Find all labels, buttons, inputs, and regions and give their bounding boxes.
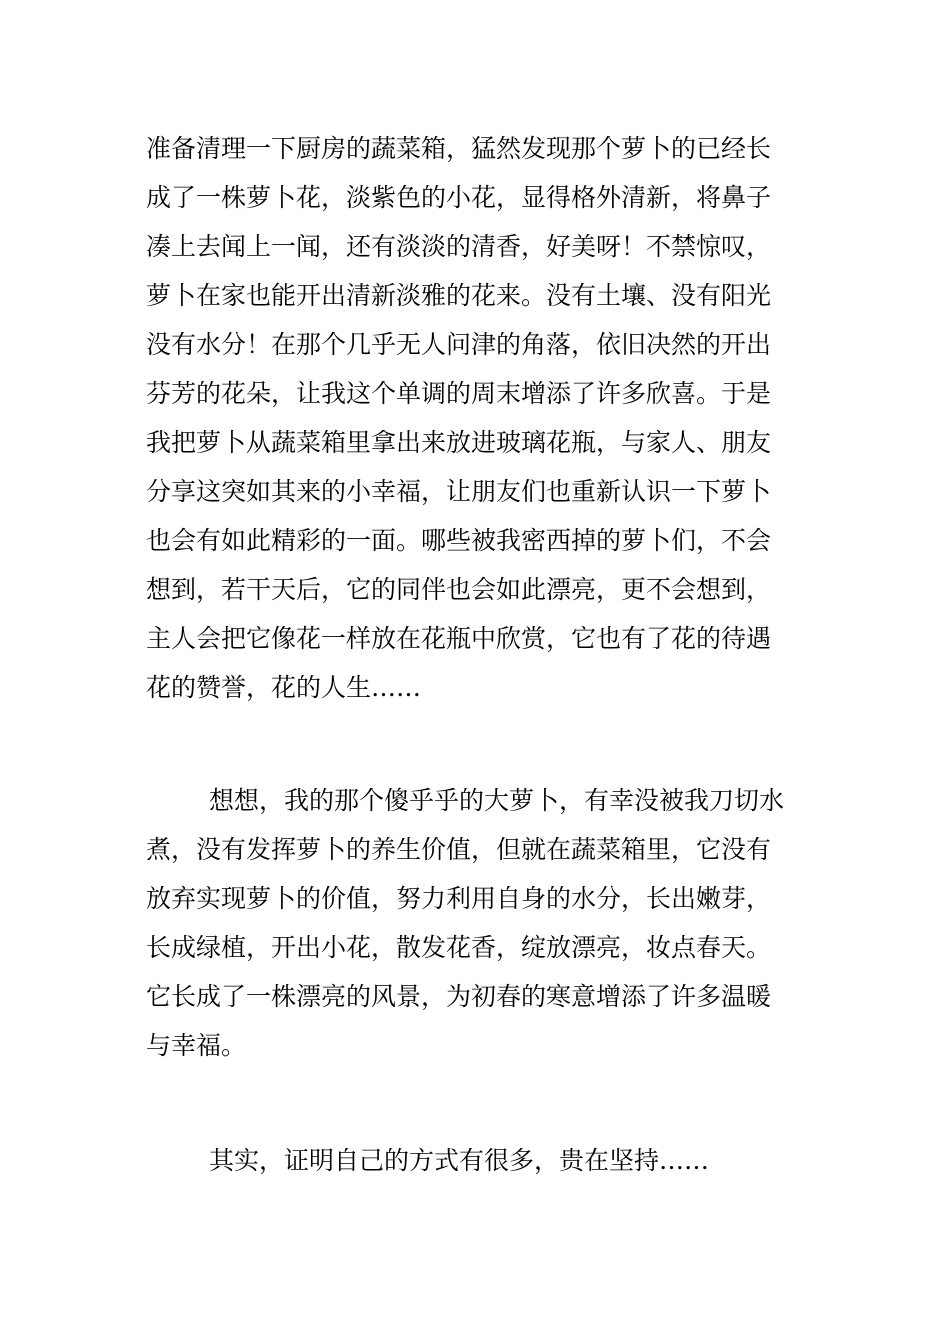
paragraph-spacer [146,712,810,776]
paragraph-spacer [146,1070,810,1136]
text-line: 分享这突如其来的小幸福，让朋友们也重新认识一下萝卜 [146,477,772,506]
paragraph-3 [146,1136,810,1185]
text-line: 想想，我的那个傻乎乎的大萝卜，有幸没被我刀切水 [209,786,785,815]
text-line: 想到，若干天后，它的同伴也会如此漂亮，更不会想到， [146,575,772,604]
text-line: 花的赞誉，花的人生…… [146,673,422,702]
text-line: 萝卜在家也能开出清新淡雅的花来。没有土壤、没有阳光 [146,281,772,310]
text-line: 凑上去闻上一闻，还有淡淡的清香，好美呀！不禁惊叹， [146,232,772,261]
text-line: 芬芳的花朵，让我这个单调的周末增添了许多欣喜。于是 [146,379,772,408]
paragraph-1 [146,124,810,712]
text-line: 没有水分！在那个几乎无人问津的角落，依旧决然的开出 [146,330,772,359]
text-line: 放弃实现萝卜的价值，努力利用自身的水分，长出嫩芽， [146,884,772,913]
text-line: 长成绿植，开出小花，散发花香，绽放漂亮，妆点春天。 [146,933,772,962]
text-line: 其实，证明自己的方式有很多，贵在坚持…… [209,1146,710,1175]
text-line: 准备清理一下厨房的蔬菜箱，猛然发现那个萝卜的已经长 [146,134,772,163]
text-line: 主人会把它像花一样放在花瓶中欣赏，它也有了花的待遇 [146,624,772,653]
document-body [146,124,810,1185]
text-line: 我把萝卜从蔬菜箱里拿出来放进玻璃花瓶，与家人、朋友 [146,428,772,457]
text-line: 它长成了一株漂亮的风景，为初春的寒意增添了许多温暖 [146,982,772,1011]
paragraph-2 [146,776,810,1070]
text-line: 煮，没有发挥萝卜的养生价值，但就在蔬菜箱里，它没有 [146,835,772,864]
text-line: 也会有如此精彩的一面。哪些被我密西掉的萝卜们，不会 [146,526,772,555]
text-line: 与幸福。 [146,1031,247,1060]
text-line: 成了一株萝卜花，淡紫色的小花，显得格外清新，将鼻子 [146,183,772,212]
